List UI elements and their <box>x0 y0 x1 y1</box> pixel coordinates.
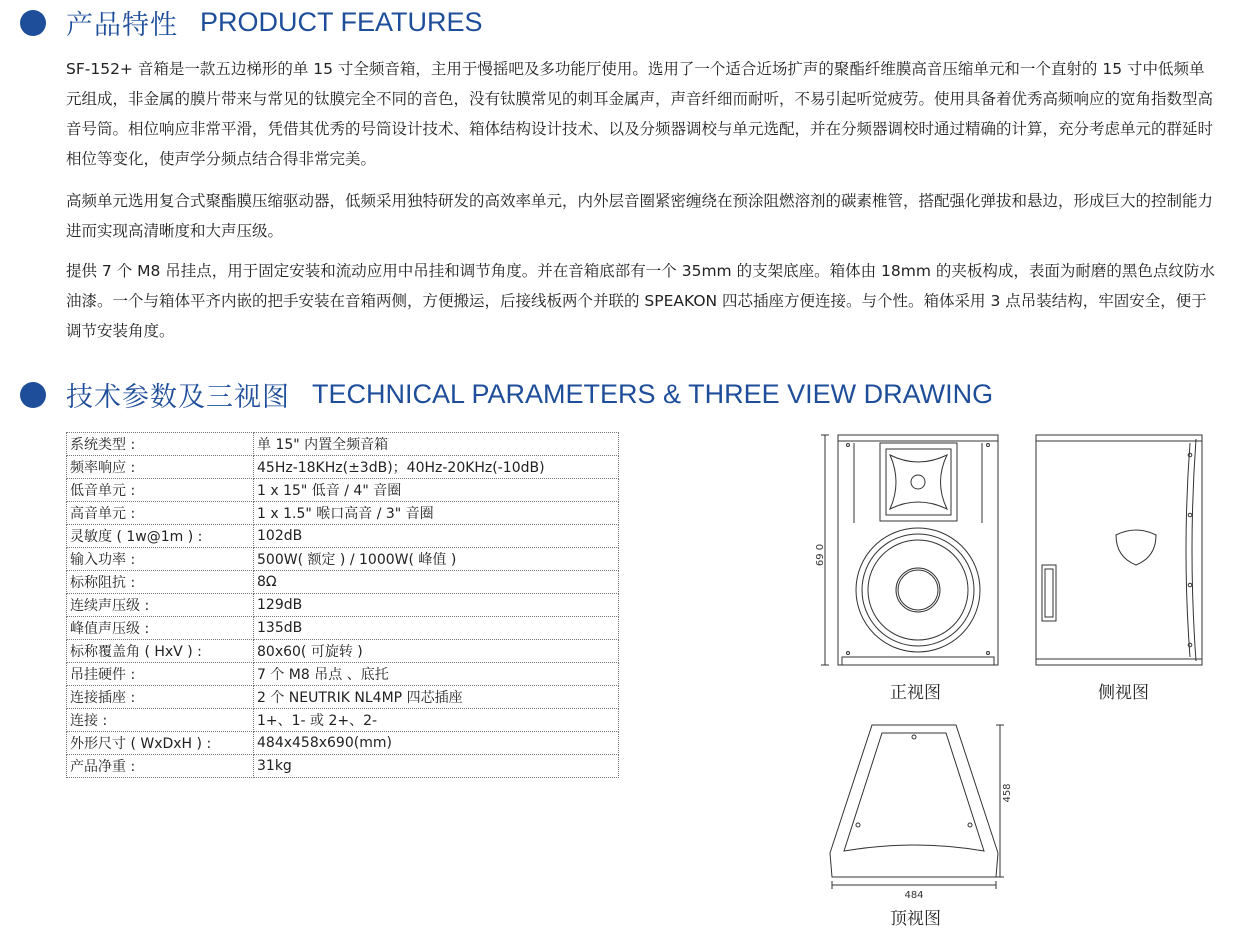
paragraph-1: SF-152+ 音箱是一款五边梯形的单 15 寸全频音箱，主用于慢摇吧及多功能厅使用。选用了一个适合近场扩声的聚酯纤维膜高音压缩单元和一个直射的 15 寸中低频单元组成，非金属的膜片带来与常见的钛膜完全不同的音色，没有钛膜常见的刺耳金属声，声音纤细而耐听，不易引起听觉疲劳。使用具备着优秀高频响应的宽角指数型高音号筒。相位响应非常平滑，凭借其优秀的号筒设计技术、箱体结构设计技术、以及分频器调校与单元选配，并在分频器调校时通过精确的计算，充分考虑单元的群延时相位等变化，使声学分频点结合得非常完美。 <box>66 60 1214 168</box>
spec-key: 低音单元 : <box>67 479 254 502</box>
spec-row <box>67 548 619 571</box>
spec-value: 单 15" 内置全频音箱 <box>254 433 619 456</box>
spec-row <box>67 709 619 732</box>
paragraph-3: 提供 7 个 M8 吊挂点，用于固定安装和流动应用中吊挂和调节角度。并在音箱底部有一个 35mm 的支架底座。箱体由 18mm 的夹板构成，表面为耐磨的黑色点纹防水油漆。一个与箱体平齐内嵌的把手安装在音箱两侧，方便搬运，后接线板两个并联的 SPEAKON 四芯插座方便连接。与个性。箱体采用 3 点吊装结构，牢固安全，便于调节安装角度。 <box>66 262 1215 340</box>
spec-row <box>67 663 619 686</box>
dim-depth-label: 458 <box>1002 783 1013 803</box>
section-heading-technical <box>20 375 993 414</box>
spec-value: 1 x 1.5" 喉口高音 / 3" 音圈 <box>254 502 619 525</box>
spec-key: 峰值声压级 : <box>67 617 254 640</box>
top-view <box>830 725 1004 889</box>
spec-row <box>67 594 619 617</box>
side-view <box>1036 435 1202 665</box>
spec-key: 连续声压级 : <box>67 594 254 617</box>
paragraph-2: 高频单元选用复合式聚酯膜压缩驱动器，低频采用独特研发的高效率单元，内外层音圈紧密缠绕在预涂阻燃溶剂的碳素椎管，搭配强化弹拔和悬边，形成巨大的控制能力进而实现高清晰度和大声压级。 <box>66 192 1214 240</box>
heading-cn: 产品特性 <box>66 10 178 41</box>
dim-height-label: 69 0 <box>815 543 826 567</box>
spec-key: 频率响应 : <box>67 456 254 479</box>
drawing-svg <box>810 425 1220 925</box>
heading-en: PRODUCT FEATURES <box>200 7 483 37</box>
spec-row <box>67 755 619 778</box>
spec-key: 灵敏度 ( 1w@1m ) : <box>67 525 254 548</box>
spec-value: 1+、1- 或 2+、2- <box>254 709 619 732</box>
spec-key: 高音单元 : <box>67 502 254 525</box>
spec-row <box>67 640 619 663</box>
spec-value: 484x458x690(mm) <box>254 732 619 755</box>
spec-key: 产品净重 : <box>67 755 254 778</box>
spec-key: 连接插座 : <box>67 686 254 709</box>
spec-value: 129dB <box>254 594 619 617</box>
bullet-dot-icon <box>20 382 46 408</box>
spec-value: 500W( 额定 ) / 1000W( 峰值 ) <box>254 548 619 571</box>
three-view-drawing <box>810 425 1220 929</box>
spec-value: 2 个 NEUTRIK NL4MP 四芯插座 <box>254 686 619 709</box>
spec-value: 7 个 M8 吊点 、底托 <box>254 663 619 686</box>
spec-key: 标称覆盖角 ( HxV ) : <box>67 640 254 663</box>
spec-row <box>67 686 619 709</box>
spec-row <box>67 479 619 502</box>
top-view-caption: 顶视图 <box>890 909 941 929</box>
spec-key: 连接 : <box>67 709 254 732</box>
spec-row <box>67 571 619 594</box>
spec-value: 45Hz-18KHz(±3dB)；40Hz-20KHz(-10dB) <box>254 456 619 479</box>
spec-key: 标称阻抗 : <box>67 571 254 594</box>
spec-row <box>67 525 619 548</box>
spec-row <box>67 456 619 479</box>
heading-en: TECHNICAL PARAMETERS & THREE VIEW DRAWING <box>312 379 994 409</box>
spec-value: 102dB <box>254 525 619 548</box>
spec-row <box>67 502 619 525</box>
spec-key: 输入功率 : <box>67 548 254 571</box>
spec-table <box>66 432 619 778</box>
section-heading-features <box>20 3 483 42</box>
dim-width-label: 484 <box>904 890 924 901</box>
heading-cn: 技术参数及三视图 <box>66 382 290 413</box>
side-view-caption: 侧视图 <box>1098 683 1149 703</box>
spec-value: 135dB <box>254 617 619 640</box>
spec-row <box>67 617 619 640</box>
spec-key: 吊挂硬件 : <box>67 663 254 686</box>
spec-value: 8Ω <box>254 571 619 594</box>
spec-row <box>67 433 619 456</box>
spec-key: 系统类型 : <box>67 433 254 456</box>
spec-key: 外形尺寸 ( WxDxH ) : <box>67 732 254 755</box>
spec-value: 80x60( 可旋转 ) <box>254 640 619 663</box>
bullet-dot-icon <box>20 10 46 36</box>
spec-value: 1 x 15" 低音 / 4" 音圈 <box>254 479 619 502</box>
spec-value: 31kg <box>254 755 619 778</box>
spec-row <box>67 732 619 755</box>
front-view-caption: 正视图 <box>890 683 941 703</box>
front-view <box>821 435 998 665</box>
